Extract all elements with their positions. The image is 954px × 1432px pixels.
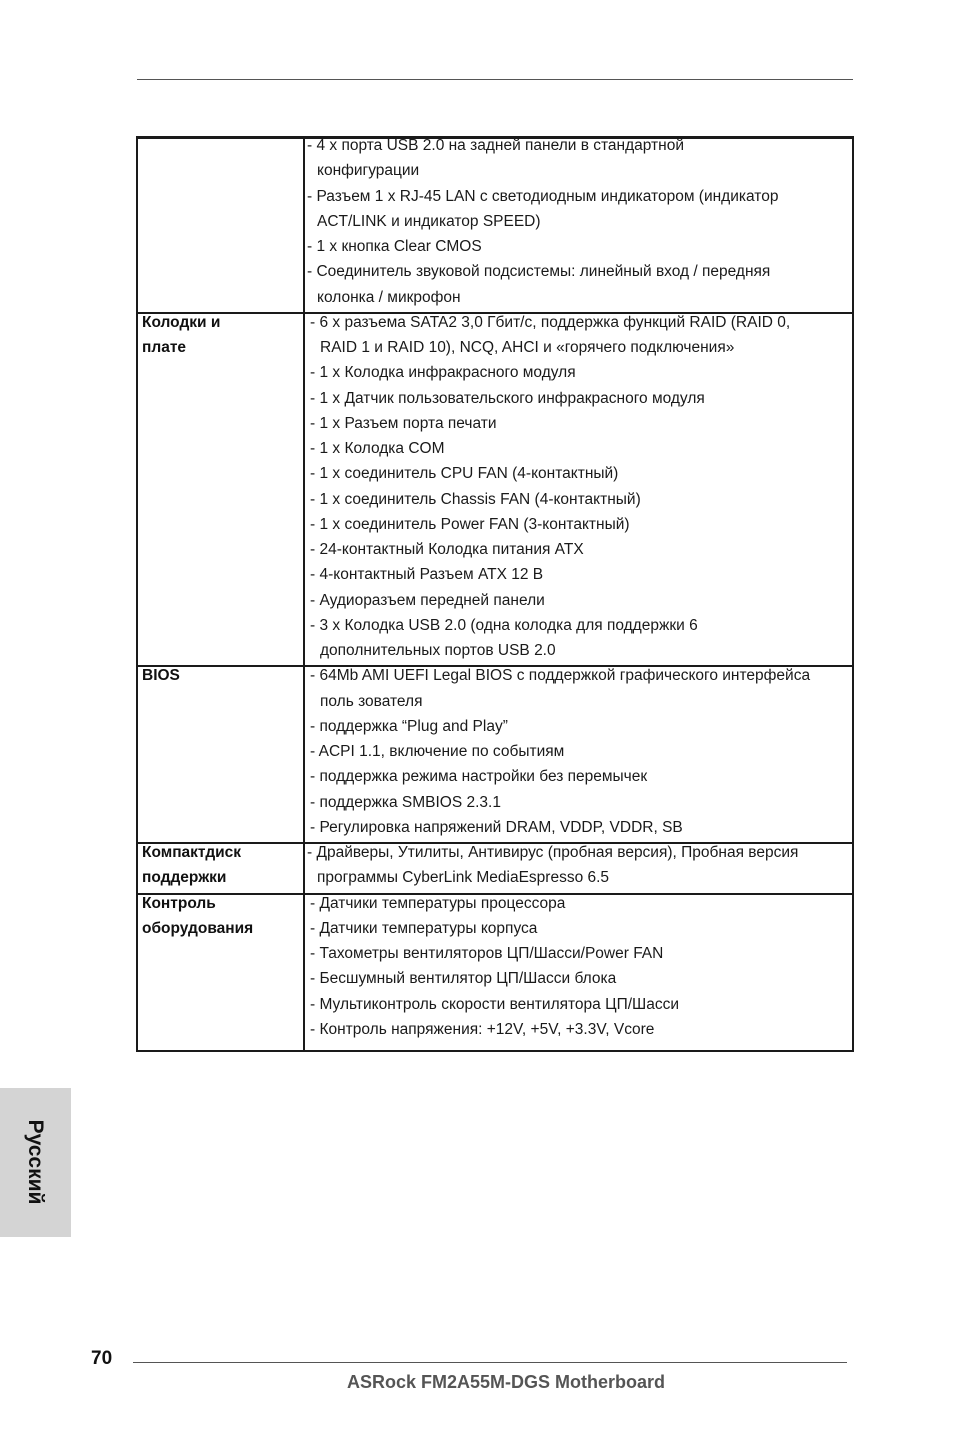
- header-rule: [137, 79, 853, 80]
- spec-value-line: - Бесшумный вентилятор ЦП/Шасси блока: [310, 970, 617, 988]
- spec-value-line: - 1 x соединитель CPU FAN (4-контактный): [310, 465, 619, 483]
- spec-value-line: программы CyberLink MediaEspresso 6.5: [317, 869, 610, 887]
- spec-value-line: - 1 x соединитель Power FAN (3-контактный): [310, 515, 630, 533]
- spec-value-line: - 4-контактный Разъем ATX 12 В: [310, 566, 544, 584]
- spec-value-line: колонка / микрофон: [317, 288, 461, 306]
- spec-value-line: - поддержка “Plug and Play”: [310, 717, 508, 735]
- spec-value-line: - Датчики температуры процессора: [310, 894, 566, 912]
- spec-value-line: - 64Mb AMI UEFI Legal BIOS с поддержкой графического интерфейса: [310, 667, 811, 685]
- column-divider: [303, 139, 305, 1050]
- footer-rule: [133, 1362, 847, 1363]
- spec-value-line: - Аудиоразъем передней панели: [310, 591, 545, 609]
- spec-value-line: конфигурации: [317, 162, 420, 180]
- spec-label-cd: поддержки: [142, 869, 227, 887]
- spec-table: [136, 136, 854, 1052]
- spec-value-line: - Регулировка напряжений DRAM, VDDP, VDDR, SB: [310, 818, 683, 836]
- spec-value-line: - 24-контактный Колодка питания ATX: [310, 541, 584, 558]
- spec-value-line: RAID 1 и RAID 10), NCQ, AHCI и «горячего подключения»: [320, 339, 735, 356]
- spec-value-line: - 1 x Разъем порта печати: [310, 414, 497, 432]
- spec-value-line: - 6 x разъема SATA2 3,0 Гбит/с, поддержка функций RAID (RAID 0,: [310, 313, 791, 331]
- spec-value-line: - 3 x Колодка USB 2.0 (одна колодка для поддержки 6: [310, 616, 698, 634]
- spec-value-line: - Датчики температуры корпуса: [310, 919, 538, 937]
- language-tab-label: Русский: [24, 1119, 47, 1205]
- spec-label-headers: Колодки и: [142, 313, 221, 331]
- footer-title: ASRock FM2A55M-DGS Motherboard: [346, 1372, 666, 1392]
- spec-value-line: поль зователя: [320, 692, 423, 710]
- spec-value-line: - Разъем 1 x RJ-45 LAN с светодиодным индикатором (индикатор: [307, 187, 779, 205]
- spec-value-line: - Соединитель звуковой подсистемы: линейный вход / передняя: [307, 263, 771, 281]
- spec-value-line: - поддержка режима настройки без перемычек: [310, 768, 648, 786]
- spec-label-headers: плате: [142, 339, 187, 356]
- spec-value-line: - 1 x кнопка Clear CMOS: [307, 238, 482, 255]
- spec-value-line: - 1 x Датчик пользовательского инфракрасного модуля: [310, 389, 705, 407]
- spec-value-line: - Контроль напряжения: +12V, +5V, +3.3V, Vcore: [310, 1020, 655, 1038]
- spec-value-line: - 1 x Колодка COM: [310, 440, 445, 457]
- spec-label-monitor: оборудования: [142, 919, 254, 937]
- spec-value-line: - 1 x соединитель Chassis FAN (4-контактный): [310, 490, 641, 508]
- spec-value-line: - 4 x порта USB 2.0 на задней панели в стандартной: [307, 137, 684, 154]
- spec-value-line: дополнительных портов USB 2.0: [320, 642, 556, 659]
- spec-value-line: - 1 x Колодка инфракрасного модуля: [310, 364, 576, 382]
- spec-value-line: - Мультиконтроль скорости вентилятора ЦП/Шасси: [310, 995, 679, 1013]
- spec-value-line: - ACPI 1.1, включение по событиям: [310, 743, 565, 760]
- spec-value-line: - Тахометры вентиляторов ЦП/Шасси/Power FAN: [310, 945, 664, 962]
- spec-value-line: - поддержка SMBIOS 2.3.1: [310, 793, 501, 811]
- spec-label-monitor: Контроль: [142, 894, 216, 912]
- spec-label-bios: BIOS: [142, 667, 180, 685]
- spec-label-cd: Компактдиск: [142, 844, 242, 861]
- spec-value-line: ACT/LINK и индикатор SPEED): [317, 212, 541, 230]
- page-number: 70: [91, 1348, 113, 1369]
- language-side-tab: [0, 1088, 71, 1237]
- spec-value-line: - Драйверы, Утилиты, Антивирус (пробная версия), Пробная версия: [307, 844, 799, 861]
